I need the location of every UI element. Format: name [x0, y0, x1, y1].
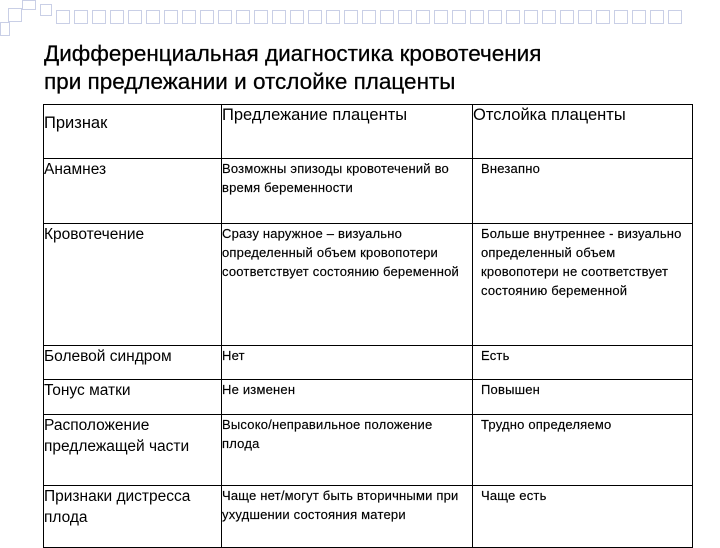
decor-square	[200, 10, 214, 24]
row-feature: Болевой синдром	[44, 346, 222, 380]
row-abruption-value: Больше внутреннее - визуально определенный объем кровопотери не соответствует состоянию беременной	[473, 224, 693, 346]
row-feature: Признаки дистресса плода	[44, 486, 222, 548]
decor-square	[344, 10, 358, 24]
row-abruption-value: Внезапно	[473, 159, 693, 224]
row-feature: Тонус матки	[44, 380, 222, 415]
table-row	[44, 346, 693, 380]
header-placenta-previa: Предлежание плаценты	[222, 105, 473, 159]
decor-square	[92, 10, 106, 24]
decor-square	[8, 8, 22, 22]
decor-square	[326, 10, 340, 24]
decor-square	[488, 10, 502, 24]
decor-square	[452, 10, 466, 24]
decor-square	[596, 10, 610, 24]
table-row	[44, 224, 693, 346]
table-header-row	[44, 105, 693, 159]
table-row	[44, 486, 693, 548]
row-previa-value: Нет	[222, 346, 473, 380]
decor-square	[416, 10, 430, 24]
slide-title-line-2: при предлежании и отслойке плаценты	[44, 69, 456, 94]
row-feature: Анамнез	[44, 159, 222, 224]
slide-title-line-1: Дифференциальная диагностика кровотечения	[44, 41, 542, 66]
decor-square	[110, 10, 124, 24]
decor-square	[56, 10, 70, 24]
decor-square	[128, 10, 142, 24]
decor-square	[632, 10, 646, 24]
decor-square	[0, 22, 10, 36]
decor-square	[236, 10, 250, 24]
differential-diagnosis-table	[43, 104, 693, 548]
row-abruption-value: Чаще есть	[473, 486, 693, 548]
row-previa-value: Возможны эпизоды кровотечений во время беременности	[222, 159, 473, 224]
decor-square	[506, 10, 520, 24]
row-previa-value: Сразу наружное – визуально определенный объем кровопотери соответствует состоянию беременной	[222, 224, 473, 346]
decor-square	[146, 10, 160, 24]
row-feature: Расположение предлежащей части	[44, 415, 222, 486]
decor-square	[434, 10, 448, 24]
decor-square	[272, 10, 286, 24]
row-previa-value: Не изменен	[222, 380, 473, 415]
decor-square	[218, 10, 232, 24]
row-feature: Кровотечение	[44, 224, 222, 346]
decor-square	[380, 10, 394, 24]
header-feature: Признак	[44, 105, 222, 159]
decor-square	[22, 0, 36, 10]
decor-square	[254, 10, 268, 24]
decor-square	[164, 10, 178, 24]
decor-square	[470, 10, 484, 24]
decor-square	[560, 10, 574, 24]
decor-square	[290, 10, 304, 24]
slide-title	[44, 40, 684, 96]
decor-square	[362, 10, 376, 24]
table-row	[44, 159, 693, 224]
decor-square	[74, 10, 88, 24]
decor-square	[182, 10, 196, 24]
table-row	[44, 380, 693, 415]
table-row	[44, 415, 693, 486]
decor-square	[40, 4, 52, 16]
row-abruption-value: Повышен	[473, 380, 693, 415]
row-abruption-value: Трудно определяемо	[473, 415, 693, 486]
decor-square	[614, 10, 628, 24]
row-previa-value: Высоко/неправильное положение плода	[222, 415, 473, 486]
decor-square	[542, 10, 556, 24]
row-abruption-value: Есть	[473, 346, 693, 380]
decor-square	[308, 10, 322, 24]
decor-square	[668, 10, 682, 24]
header-placental-abruption: Отслойка плаценты	[473, 105, 693, 159]
decor-square	[578, 10, 592, 24]
decor-square	[398, 10, 412, 24]
decor-square	[650, 10, 664, 24]
row-previa-value: Чаще нет/могут быть вторичными при ухудшении состояния матери	[222, 486, 473, 548]
decorative-squares	[0, 0, 720, 44]
decor-square	[524, 10, 538, 24]
